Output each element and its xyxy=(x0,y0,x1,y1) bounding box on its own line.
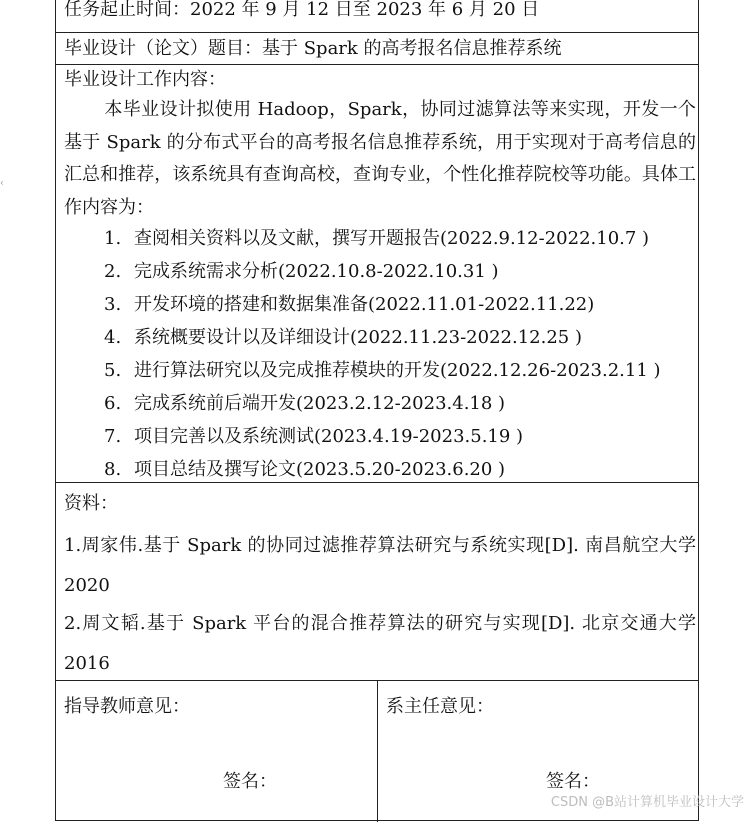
advisor-opinion-cell xyxy=(56,680,378,822)
task-text: 完成系统前后端开发(2023.2.12-2023.4.18 ) xyxy=(134,393,506,414)
margin-mark: ‹ xyxy=(0,178,4,189)
task-item xyxy=(104,288,661,321)
task-period: 任务起止时间：2022 年 9 月 12 日至 2023 年 6 月 20 日 xyxy=(64,0,540,20)
dept-head-opinion-label: 系主任意见： xyxy=(386,696,494,717)
period-row xyxy=(56,0,698,33)
task-number: 6. xyxy=(104,393,122,414)
title-row xyxy=(56,32,698,65)
thesis-title: 毕业设计（论文）题目：基于 Spark 的高考报名信息推荐系统 xyxy=(64,38,562,59)
task-number: 8. xyxy=(104,459,122,480)
task-number: 5. xyxy=(104,360,122,381)
task-number: 2. xyxy=(104,261,122,282)
references-heading: 资料： xyxy=(64,493,118,514)
work-content-paragraph xyxy=(64,94,696,224)
task-item xyxy=(104,222,661,255)
task-item xyxy=(104,255,661,288)
advisor-opinion-label: 指导教师意见： xyxy=(64,696,190,717)
task-text: 项目完善以及系统测试(2023.4.19-2023.5.19 ) xyxy=(134,426,524,447)
task-number: 1. xyxy=(104,228,122,249)
work-content-heading: 毕业设计工作内容： xyxy=(64,69,226,90)
task-number: 3. xyxy=(104,294,122,315)
work-content-text: 本毕业设计拟使用 Hadoop，Spark，协同过滤算法等来实现，开发一个基于 Spark 的分布式平台的高考报名信息推荐系统，用于实现对于高考信息的汇总和推荐，该系统具有查询高校，查询专业，个性化推荐院校等功能。具体工作内容为： xyxy=(64,99,696,218)
reference-item: 1.周家伟.基于 Spark 的协同过滤推荐算法研究与系统实现[D]. 南昌航空大学 2020 xyxy=(64,535,696,596)
task-form-table xyxy=(55,0,699,821)
task-item xyxy=(104,387,661,420)
task-item xyxy=(104,354,661,387)
task-item xyxy=(104,420,661,453)
task-list xyxy=(104,222,661,486)
advisor-signature-label: 签名： xyxy=(223,771,277,792)
task-text: 开发环境的搭建和数据集准备(2022.11.01-2022.11.22) xyxy=(134,294,595,315)
task-text: 完成系统需求分析(2022.10.8-2022.10.31 ) xyxy=(134,261,499,282)
dept-head-signature-label: 签名： xyxy=(546,771,600,792)
task-item xyxy=(104,321,661,354)
work-content-row xyxy=(56,64,698,483)
reference-item: 2.周文韬.基于 Spark 平台的混合推荐算法的研究与实现[D]. 北京交通大学 2016 xyxy=(64,613,696,674)
task-number: 7. xyxy=(104,426,122,447)
task-text: 进行算法研究以及完成推荐模块的开发(2022.12.26-2023.2.11 ) xyxy=(134,360,661,381)
task-text: 查阅相关资料以及文献，撰写开题报告(2022.9.12-2022.10.7 ) xyxy=(134,228,650,249)
references-row xyxy=(56,482,698,681)
task-text: 系统概要设计以及详细设计(2022.11.23-2022.12.25 ) xyxy=(134,327,582,348)
task-text: 项目总结及撰写论文(2023.5.20-2023.6.20 ) xyxy=(134,459,506,480)
csdn-watermark: CSDN @B站计算机毕业设计大学 xyxy=(550,795,744,810)
task-number: 4. xyxy=(104,327,122,348)
